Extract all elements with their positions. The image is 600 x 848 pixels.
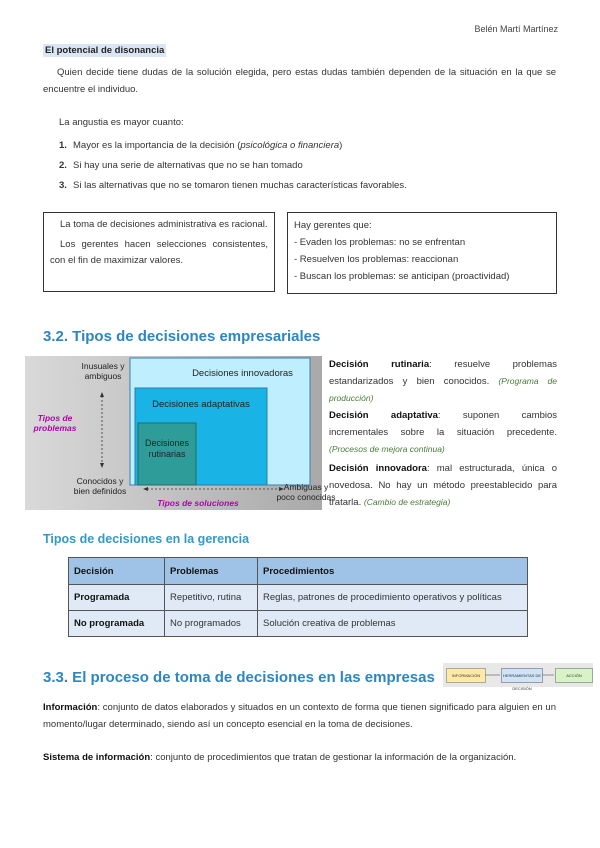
list-item [59, 176, 407, 196]
list-item [59, 136, 407, 156]
list-item: - Resuelven los problemas: reaccionan [294, 254, 459, 265]
informacion-definition [43, 699, 556, 733]
table-header: Decisión [69, 558, 165, 585]
list-text: ) [339, 140, 343, 151]
label-innovadoras: Decisiones innovadoras [192, 368, 293, 379]
table-cell: No programados [165, 611, 258, 637]
definition: : mal estructurada, única o novedosa. No hay un método preestablecido para tratarla. [329, 463, 558, 508]
definition: : resuelve problemas estandarizados y bien conocidos. [329, 359, 557, 387]
example: (Cambio de estrategia) [363, 497, 451, 507]
table-header: Procedimientos [258, 558, 528, 585]
flow-step-informacion: INFORMACIÓN [446, 668, 486, 683]
author-name: Belén Martí Martínez [474, 24, 558, 34]
table-cell: No programada [69, 611, 165, 637]
label-x-axis: Tipos de soluciones [157, 498, 239, 508]
decision-table [68, 557, 528, 637]
desc-adaptativa [329, 407, 557, 458]
subsection-title-gerencia: Tipos de decisiones en la gerencia [43, 532, 250, 546]
list-text: Si hay una serie de alternativas que no se han tomado [73, 160, 303, 171]
label-y-axis: Tipos de problemas [33, 413, 77, 433]
table-cell: Repetitivo, rutina [165, 585, 258, 611]
box-heading: Hay gerentes que: [294, 220, 372, 231]
list-number: 3. [59, 180, 67, 191]
rational-decision-box [43, 212, 275, 292]
list-item: - Evaden los problemas: no se enfrentan [294, 237, 466, 248]
table-cell: Solución creativa de problemas [258, 611, 528, 637]
list-text: Mayor es la importancia de la decisión ( [73, 140, 241, 151]
term: Decisión adaptativa [329, 410, 438, 421]
sistema-definition [43, 749, 556, 766]
list-item [59, 156, 407, 176]
definition: : conjunto de datos elaborados y situados en un contexto de forma que tienen significado para alguien en un momento/lugar determinado, siendo así un concepto esencial en la toma de decisiones. [43, 702, 556, 730]
term: Decisión rutinaria [329, 359, 430, 370]
decision-types-diagram [25, 356, 336, 510]
box-paragraph: La toma de decisiones administrativa es racional. [60, 219, 268, 230]
list-italic: psicológica o financiera [240, 140, 340, 151]
intro-paragraph: Quien decide tiene dudas de la solución elegida, pero estas dudas también dependen de la situación en la que se encuentre el individuo. [43, 67, 556, 95]
box-paragraph: Los gerentes hacen selecciones consistentes, con el fin de maximizar valores. [50, 239, 268, 266]
table-header: Problemas [165, 558, 258, 585]
label-top-left: Inusuales y ambiguos [81, 361, 125, 381]
list-text: Si las alternativas que no se tomaron tienen muchas características favorables. [73, 180, 407, 191]
term: Decisión innovadora [329, 463, 427, 474]
example: (Programa de producción) [329, 376, 558, 403]
label-adaptativas: Decisiones adaptativas [152, 399, 250, 410]
flow-arrows [443, 663, 593, 687]
term: Información [43, 702, 98, 713]
y-arrow-down [100, 463, 104, 468]
term: Sistema de información [43, 752, 151, 763]
definition: : conjunto de procedimientos que tratan de gestionar la información de la organización. [150, 752, 517, 763]
section-title-3-3: 3.3. El proceso de toma de decisiones en las empresas [43, 669, 435, 686]
anguish-list [59, 136, 407, 196]
table-row [69, 585, 528, 611]
anguish-lead: La angustia es mayor cuanto: [59, 117, 184, 128]
desc-rutinaria [329, 356, 557, 407]
flow-step-herramientas: HERRAMIENTAS DE DECISIÓN [501, 668, 543, 683]
y-arrow-up [100, 392, 104, 397]
table-row [69, 611, 528, 637]
label-rutinarias: Decisiones rutinarias [144, 438, 190, 459]
list-item: - Buscan los problemas: se anticipan (proactividad) [294, 271, 510, 282]
label-bottom-left: Conocidos y bien definidos [73, 476, 127, 496]
process-flow-diagram [443, 663, 593, 691]
manager-types-box [287, 212, 557, 294]
table-cell: Programada [69, 585, 165, 611]
table-cell: Reglas, patrones de procedimiento operativos y políticas [258, 585, 528, 611]
list-number: 2. [59, 160, 67, 171]
list-number: 1. [59, 140, 67, 151]
definition: : suponen cambios incrementales sobre la situación precedente. [329, 410, 557, 438]
table-header-row [69, 558, 528, 585]
desc-innovadora [329, 460, 557, 511]
section-title-3-2: 3.2. Tipos de decisiones empresariales [43, 328, 321, 345]
section-heading-disonancia: El potencial de disonancia [45, 45, 165, 56]
label-bottom-right: Ambiguas y poco conocidas [276, 482, 336, 502]
example: (Procesos de mejora continua) [329, 444, 445, 454]
x-arrow-left [143, 487, 148, 491]
flow-step-accion: ACCIÓN [555, 668, 593, 683]
